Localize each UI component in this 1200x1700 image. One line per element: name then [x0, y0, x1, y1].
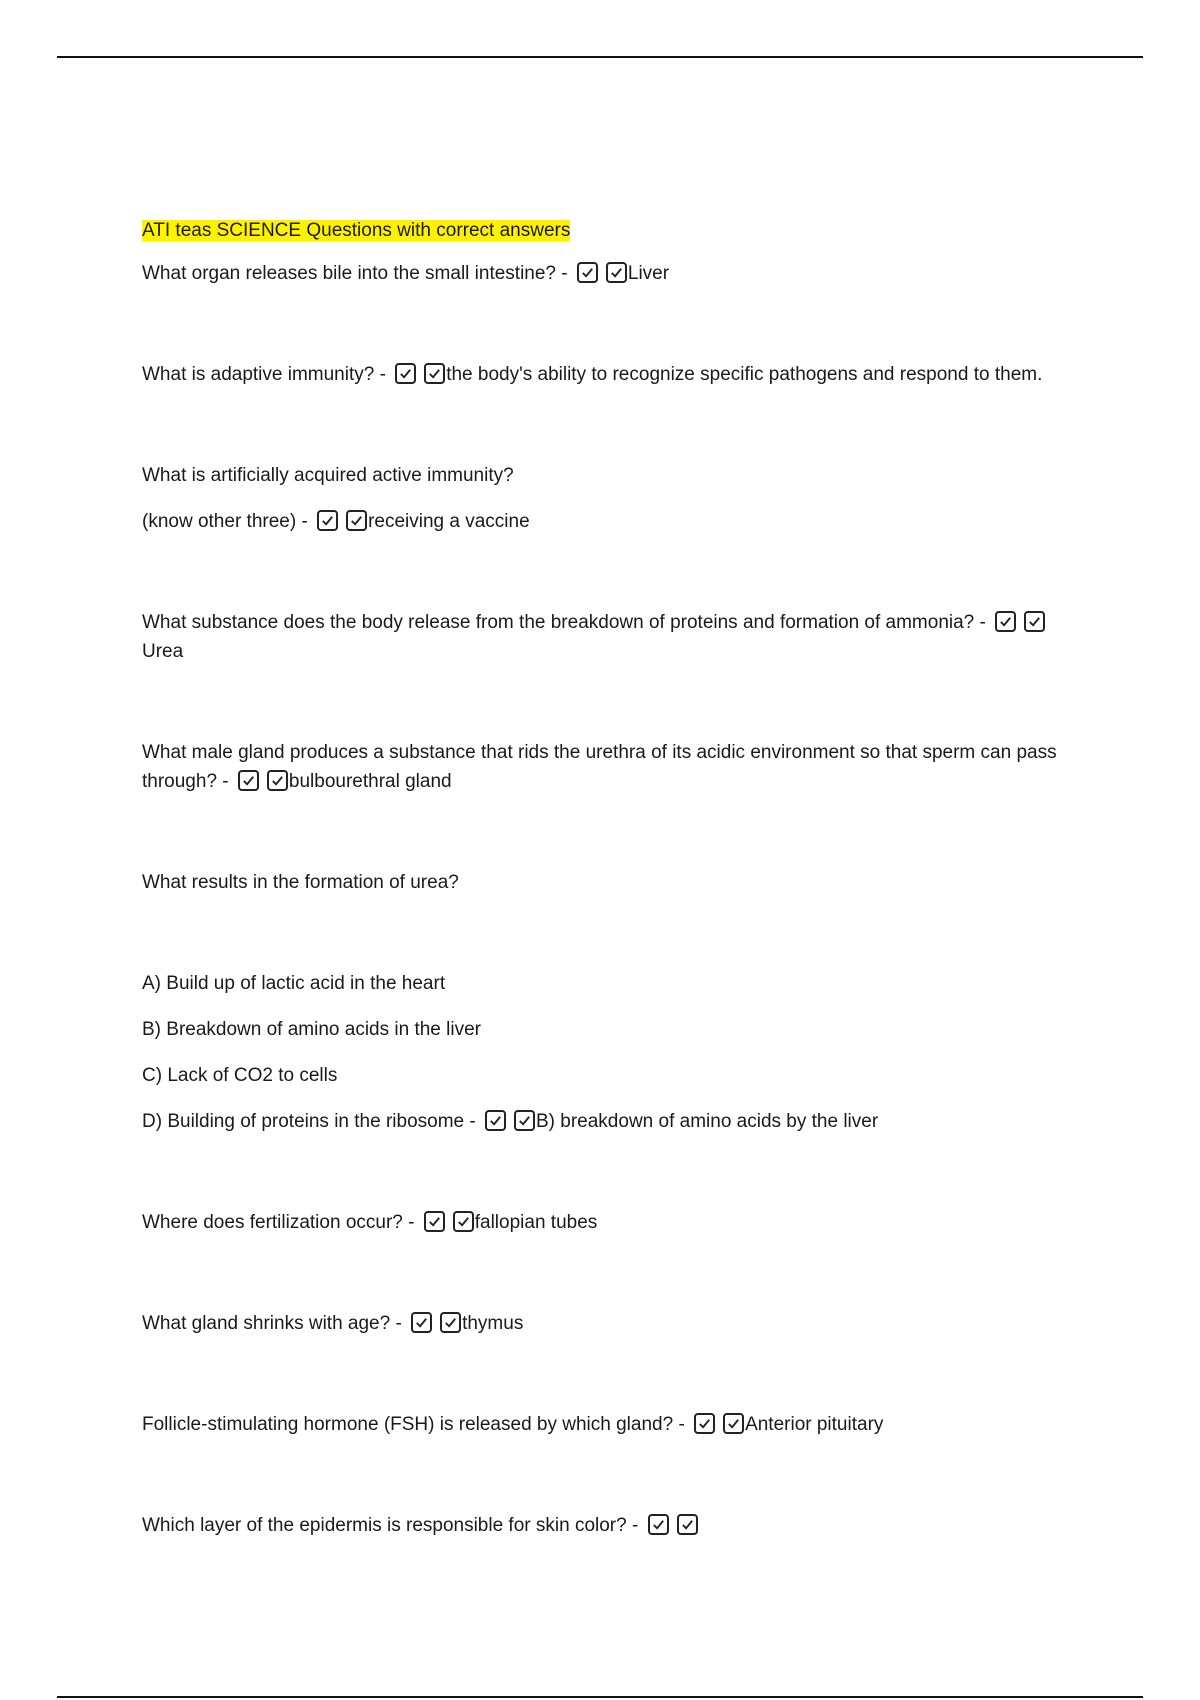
answer: the body's ability to recognize specific pathogens and respond to them. [446, 364, 1043, 385]
checked-box-icon [424, 363, 445, 384]
answer: Urea [142, 641, 184, 662]
question: What gland shrinks with age? - [142, 1313, 402, 1334]
document-title: ATI teas SCIENCE Questions with correct answers [142, 220, 571, 241]
checked-box-icon [514, 1110, 535, 1131]
qa-item-9 [142, 1410, 1062, 1439]
question: What is adaptive immunity? - [142, 364, 386, 385]
checked-box-icon [648, 1514, 669, 1535]
qa-item-3 [142, 507, 1062, 536]
question: What male gland produces a substance that rids the urethra of its acidic environment so that sperm can pass through? - [142, 742, 1057, 792]
answer: Liver [627, 263, 670, 284]
question: What substance does the body release from the breakdown of proteins and formation of ammonia? - [142, 612, 986, 633]
checked-box-icon [677, 1514, 698, 1535]
qa-item-7 [142, 1208, 1062, 1237]
checked-box-icon [694, 1413, 715, 1434]
answer: bulbourethral gland [288, 771, 452, 792]
checked-box-icon [1024, 611, 1045, 632]
option-c: C) Lack of CO2 to cells [142, 1065, 338, 1086]
question: Which layer of the epidermis is responsible for skin color? - [142, 1515, 639, 1536]
question: D) Building of proteins in the ribosome - [142, 1111, 476, 1132]
checked-box-icon [411, 1312, 432, 1333]
question: What organ releases bile into the small intestine? - [142, 263, 568, 284]
qa-item-4 [142, 608, 1062, 666]
question: Where does fertilization occur? - [142, 1212, 415, 1233]
checked-box-icon [577, 262, 598, 283]
question: (know other three) - [142, 511, 308, 532]
qa-item-3-question: What is artificially acquired active immunity? [142, 465, 514, 486]
qa-item-10 [142, 1511, 1062, 1540]
checked-box-icon [238, 770, 259, 791]
checked-box-icon [606, 262, 627, 283]
answer: B) breakdown of amino acids by the liver [536, 1111, 879, 1132]
checked-box-icon [267, 770, 288, 791]
qa-item-5 [142, 738, 1062, 796]
checked-box-icon [395, 363, 416, 384]
header-rule [57, 56, 1143, 58]
checked-box-icon [317, 510, 338, 531]
checked-box-icon [453, 1211, 474, 1232]
qa-item-1 [142, 259, 1062, 288]
option-b: B) Breakdown of amino acids in the liver [142, 1019, 481, 1040]
checked-box-icon [723, 1413, 744, 1434]
question: Follicle-stimulating hormone (FSH) is released by which gland? - [142, 1414, 685, 1435]
qa-item-2 [142, 360, 1062, 389]
answer: receiving a vaccine [368, 511, 530, 532]
qa-item-6 [142, 1107, 1062, 1136]
checked-box-icon [440, 1312, 461, 1333]
answer: thymus [462, 1313, 524, 1334]
qa-item-8 [142, 1309, 1062, 1338]
document-body [142, 216, 1062, 1557]
answer: fallopian tubes [474, 1212, 598, 1233]
answer: Anterior pituitary [745, 1414, 884, 1435]
checked-box-icon [424, 1211, 445, 1232]
checked-box-icon [995, 611, 1016, 632]
option-a: A) Build up of lactic acid in the heart [142, 973, 446, 994]
footer-rule [57, 1696, 1143, 1698]
checked-box-icon [485, 1110, 506, 1131]
checked-box-icon [346, 510, 367, 531]
qa-item-6-question: What results in the formation of urea? [142, 872, 459, 893]
